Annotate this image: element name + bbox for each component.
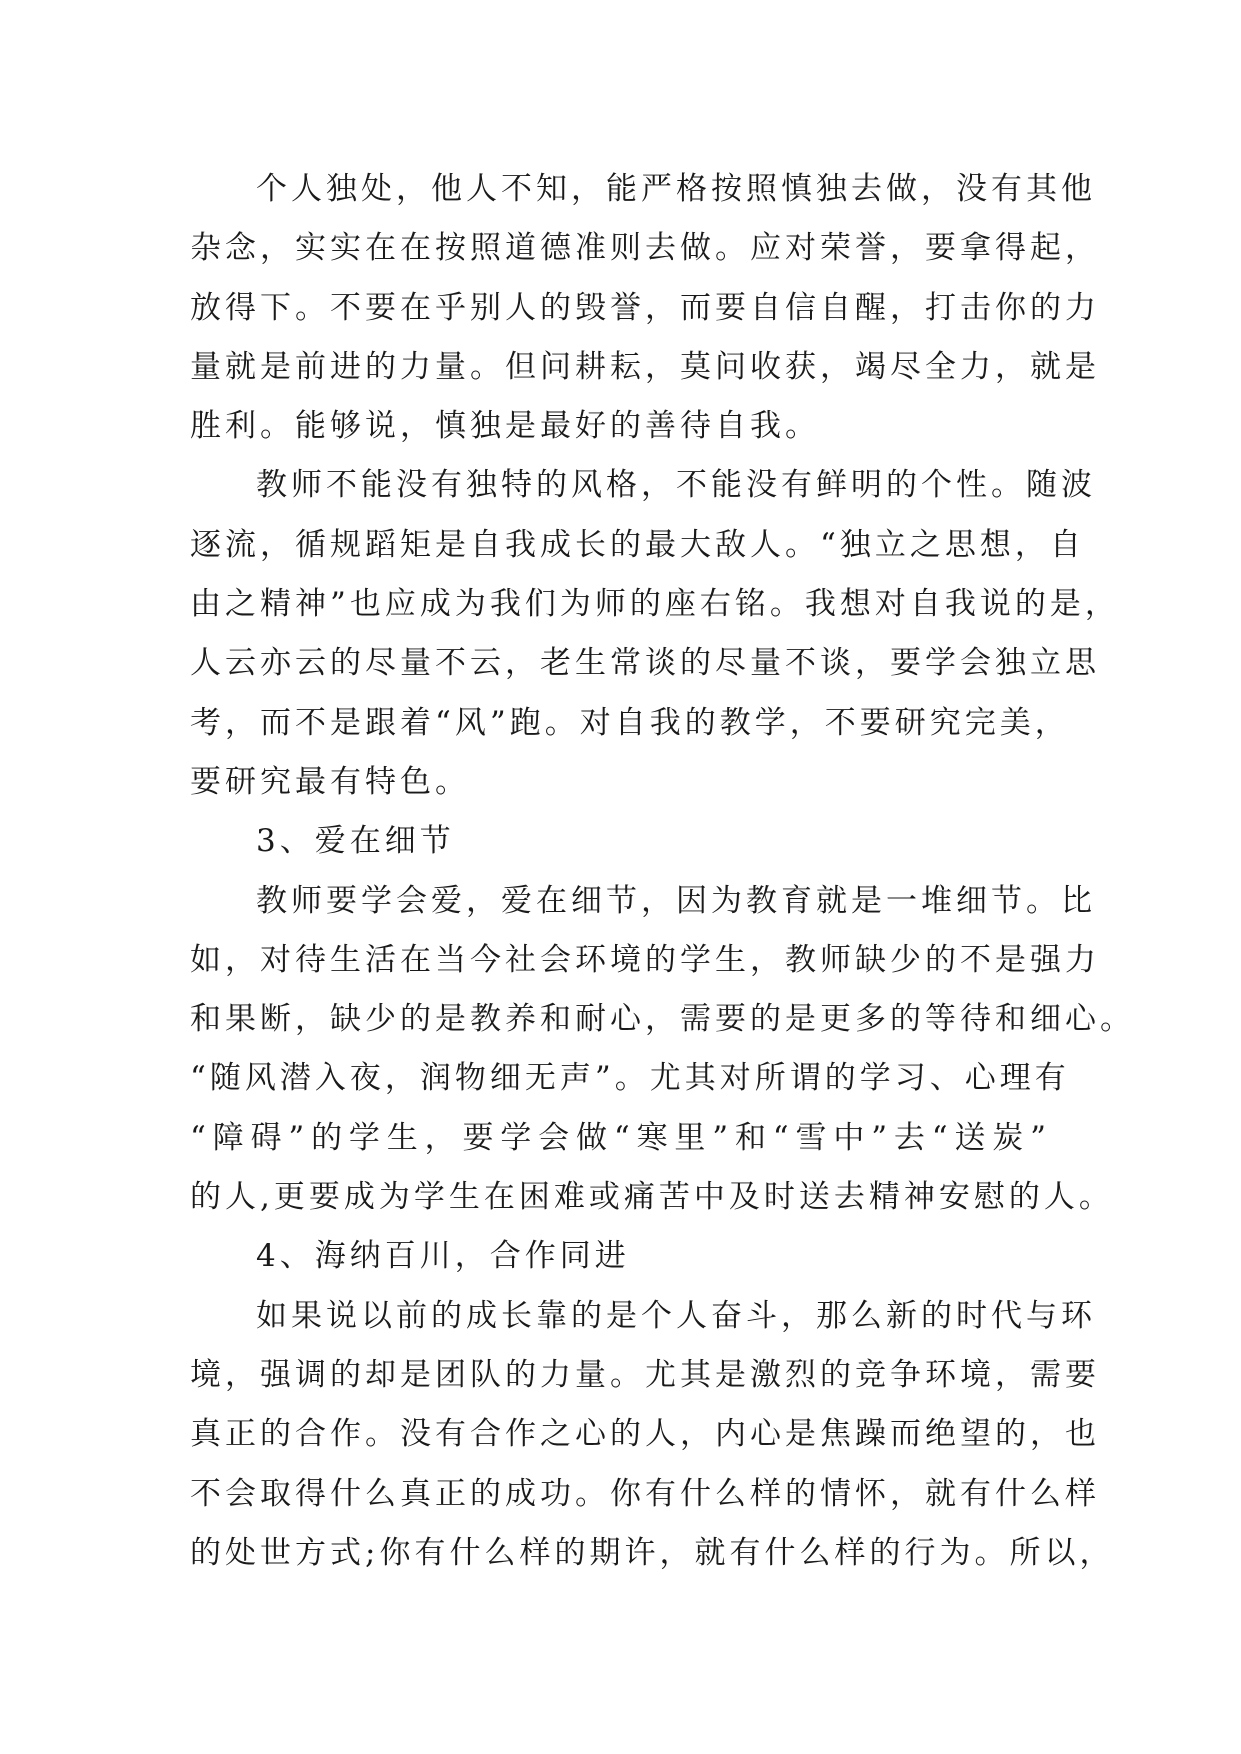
text-line: 要研究最有特色。 bbox=[190, 763, 470, 800]
text-line: 不会取得什么真正的成功。你有什么样的情怀，就有什么样 bbox=[190, 1475, 1100, 1512]
text-line: 人云亦云的尽量不云，老生常谈的尽量不谈，要学会独立思 bbox=[190, 645, 1100, 682]
text-line: 教师要学会爱，爱在细节，因为教育就是一堆细节。比 bbox=[256, 882, 1096, 919]
text-line: 的人,更要成为学生在困难或痛苦中及时送去精神安慰的人。 bbox=[190, 1179, 1114, 1216]
document-body bbox=[190, 160, 1135, 1583]
text-line: 量就是前进的力量。但问耕耘，莫问收获，竭尽全力，就是 bbox=[190, 348, 1100, 385]
text-line: 3、爱在细节 bbox=[256, 823, 455, 860]
text-line: 考，而不是跟着“风”跑。对自我的教学，不要研究完美， bbox=[190, 704, 1070, 741]
text-line: 放得下。不要在乎别人的毁誉，而要自信自醒，打击你的力 bbox=[190, 289, 1100, 326]
text-line: 胜利。能够说，慎独是最好的善待自我。 bbox=[190, 408, 820, 445]
text-line: 和果断，缺少的是教养和耐心，需要的是更多的等待和细心。 bbox=[190, 1001, 1135, 1038]
text-line: 境，强调的却是团队的力量。尤其是激烈的竞争环境，需要 bbox=[190, 1356, 1100, 1393]
text-line: “随风潜入夜，润物细无声”。尤其对所谓的学习、心理有 bbox=[190, 1060, 1070, 1097]
text-line: “障碍”的学生，要学会做“寒里”和“雪中”去“送炭” bbox=[190, 1119, 1050, 1156]
text-line: 教师不能没有独特的风格，不能没有鲜明的个性。随波 bbox=[256, 467, 1096, 504]
text-line: 的处世方式;你有什么样的期许，就有什么样的行为。所以， bbox=[190, 1534, 1115, 1571]
text-line: 如果说以前的成长靠的是个人奋斗，那么新的时代与环 bbox=[256, 1297, 1096, 1334]
text-line: 由之精神”也应成为我们为师的座右铭。我想对自我说的是， bbox=[190, 586, 1120, 623]
text-line: 真正的合作。没有合作之心的人，内心是焦躁而绝望的，也 bbox=[190, 1416, 1100, 1453]
text-line: 如，对待生活在当今社会环境的学生，教师缺少的不是强力 bbox=[190, 941, 1100, 978]
text-line: 4、海纳百川，合作同进 bbox=[256, 1238, 630, 1275]
text-line: 逐流，循规蹈矩是自我成长的最大敌人。“独立之思想，自 bbox=[190, 526, 1085, 563]
text-line: 杂念，实实在在按照道德准则去做。应对荣誉，要拿得起， bbox=[190, 230, 1100, 267]
text-line: 个人独处，他人不知，能严格按照慎独去做，没有其他 bbox=[256, 171, 1096, 207]
